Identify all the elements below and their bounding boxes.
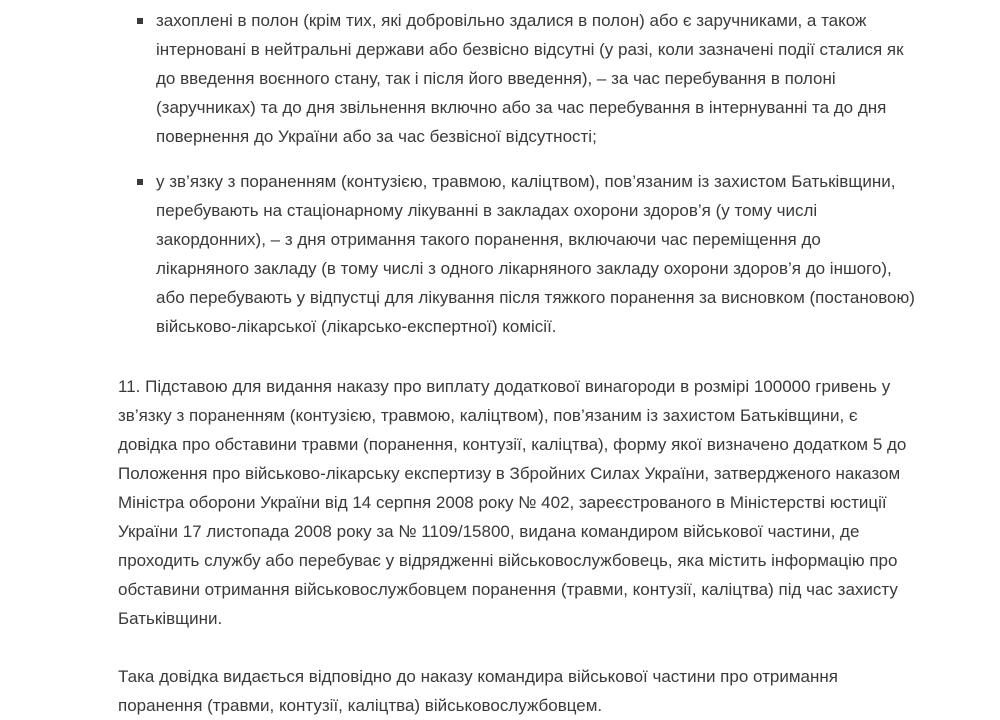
text-line: поранення (травми, контузії, каліцтва) військовослужбовцем. <box>118 696 603 715</box>
text-line: зв’язку з пораненням (контузією, травмою, каліцтвом), пов’язаним із захистом Батьківщини, є <box>118 406 858 425</box>
text-line: Положення про військово-лікарську експертизу в Збройних Силах України, затвердженого наказом <box>118 464 901 483</box>
text-line: (заручниках) та до дня звільнення включно або за час перебування в інтернуванні та до дня <box>156 98 887 117</box>
paragraph-11 <box>0 372 958 633</box>
text-line: України 17 листопада 2008 року за № 1109/15800, видана командиром військової частини, де <box>118 522 860 541</box>
text-line: Міністра оборони України від 14 серпня 2008 року № 402, зареєстрованого в Міністерстві юстиції <box>118 493 887 512</box>
list-item <box>0 167 976 341</box>
square-bullet-icon <box>137 18 143 24</box>
text-line: повернення до України або за час безвісної відсутності; <box>156 127 597 146</box>
text-line: військово-лікарської (лікарсько-експертної) комісії. <box>156 317 557 336</box>
text-line: Батьківщини. <box>118 609 223 628</box>
text-line: або перебувають у відпустці для лікування після тяжкого поранення за висновком (постановою) <box>156 288 915 307</box>
text-line: обставини отримання військовослужбовцем поранення (травми, контузії, каліцтва) під час захисту <box>118 580 898 599</box>
paragraph-12 <box>0 662 958 720</box>
text-line: проходить службу або перебуває у відрядженні військовослужбовець, яка містить інформацію про <box>118 551 898 570</box>
text-line: 11. Підставою для видання наказу про виплату додаткової винагороди в розмірі 100000 гривень у <box>118 377 891 396</box>
text-line: до введення воєнного стану, так і після його введення), – за час перебування в полоні <box>156 69 836 88</box>
square-bullet-icon <box>137 179 143 185</box>
text-line: Така довідка видається відповідно до наказу командира військової частини про отримання <box>118 667 838 686</box>
list-item <box>0 6 976 151</box>
bullet-list <box>0 6 1000 341</box>
text-line: захоплені в полон (крім тих, які добровільно здалися в полон) або є заручниками, а також <box>156 11 867 30</box>
text-line: у зв’язку з пораненням (контузією, травмою, каліцтвом), пов’язаним із захистом Батьківщини, <box>156 172 896 191</box>
text-line: довідка про обставини травми (поранення, контузії, каліцтва), форму якої визначено додатком 5 до <box>118 435 907 454</box>
text-line: інтерновані в нейтральні держави або безвісно відсутні (у разі, коли зазначені події сталися як <box>156 40 904 59</box>
text-line: перебувають на стаціонарному лікуванні в закладах охорони здоров’я (у тому числі <box>156 201 818 220</box>
text-line: закордонних), – з дня отримання такого поранення, включаючи час переміщення до <box>156 230 821 249</box>
text-line: лікарняного закладу (в тому числі з одного лікарняного закладу охорони здоров’я до іншого), <box>156 259 892 278</box>
